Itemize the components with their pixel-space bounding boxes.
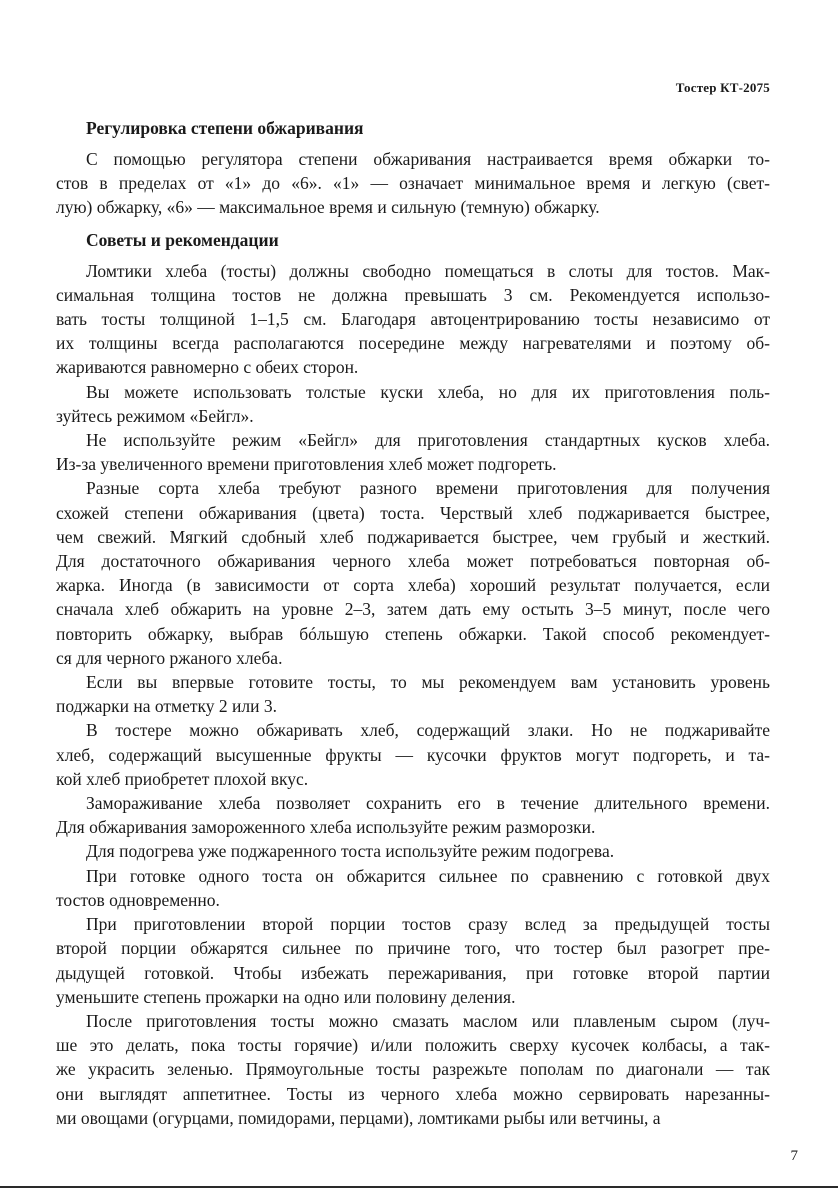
page-number: 7 [790, 1148, 798, 1164]
text-line: дыдущей готовкой. Чтобы избежать пережаривания, при готовке второй партии [56, 962, 770, 983]
text-line: же украсить зеленью. Прямоугольные тосты разрежьте пополам по диагонали — так [56, 1059, 770, 1080]
section-heading: Регулировка степени обжаривания [86, 118, 364, 138]
text-line: поджарки на отметку 2 или 3. [56, 696, 277, 717]
text-line: уменьшите степень прожарки на одно или половину деления. [56, 986, 516, 1007]
text-line: схожей степени обжаривания (цвета) тоста. Черствый хлеб поджаривается быстрее, [56, 502, 770, 523]
text-line: Для достаточного обжаривания черного хлеба может потребоваться повторная об- [56, 551, 770, 572]
text-line: зуйтесь режимом «Бейгл». [56, 405, 254, 426]
text-line: стов в пределах от «1» до «6». «1» — означает минимальное время и легкую (свет- [56, 173, 770, 194]
page-content [56, 118, 770, 1130]
text-line: В тостере можно обжаривать хлеб, содержащий злаки. Но не поджаривайте [86, 720, 770, 741]
text-line: симальная толщина тостов не должна превышать 3 см. Рекомендуется использо- [56, 284, 770, 305]
text-line: После приготовления тосты можно смазать маслом или плавленым сыром (луч- [86, 1010, 770, 1031]
text-line: чем свежий. Мягкий сдобный хлеб поджаривается быстрее, чем грубый и жесткий. [56, 526, 770, 547]
text-line: ми овощами (огурцами, помидорами, перцами), ломтиками рыбы или ветчины, а [56, 1107, 661, 1128]
paragraph [56, 791, 770, 839]
text-line: лую) обжарку, «6» — максимальное время и сильную (темную) обжарку. [56, 197, 600, 218]
text-line: Ломтики хлеба (тосты) должны свободно помещаться в слоты для тостов. Мак- [86, 260, 770, 281]
text-line: жариваются равномерно с обеих сторон. [56, 357, 359, 378]
section-gap [56, 220, 770, 230]
paragraph [56, 380, 770, 428]
paragraph [56, 428, 770, 476]
text-line: С помощью регулятора степени обжаривания настраивается время обжарки то- [86, 149, 770, 169]
text-line: вать тосты толщиной 1–1,5 см. Благодаря автоцентрированию тосты независимо от [56, 309, 770, 330]
running-header: Тостер КТ-2075 [675, 80, 770, 95]
text-line: хлеб, содержащий высушенные фрукты — кусочки фруктов могут подгореть, и та- [56, 744, 770, 765]
paragraph [56, 839, 770, 863]
text-line: сначала хлеб обжарить на уровне 2–3, затем дать ему остыть 3–5 минут, после чего [56, 599, 770, 620]
text-line: тостов одновременно. [56, 889, 220, 910]
paragraph [56, 476, 770, 670]
text-line: ше это делать, пока тосты горячие) и/или положить сверху кусочек колбасы, а так- [56, 1035, 770, 1056]
text-line: Для обжаривания замороженного хлеба используйте режим разморозки. [56, 817, 596, 838]
text-line: Разные сорта хлеба требуют разного времени приготовления для получения [86, 478, 770, 499]
text-line: Для подогрева уже поджаренного тоста используйте режим подогрева. [86, 841, 615, 862]
text-line: При приготовлении второй порции тостов сразу вслед за предыдущей тосты [86, 914, 770, 935]
paragraph [56, 1009, 770, 1130]
paragraph [56, 912, 770, 1009]
text-line: При готовке одного тоста он обжарится сильнее по сравнению с готовкой двух [86, 865, 770, 886]
text-line: жарка. Иногда (в зависимости от сорта хлеба) хороший результат получается, если [56, 575, 770, 596]
section-heading: Советы и рекомендации [86, 229, 279, 250]
bottom-rule [0, 1186, 838, 1188]
text-line: Не используйте режим «Бейгл» для приготовления стандартных кусков хлеба. [86, 430, 770, 451]
text-line: их толщины всегда располагаются посередине между нагревателями и поэтому об- [56, 333, 770, 354]
text-line: Замораживание хлеба позволяет сохранить его в течение длительного времени. [86, 793, 770, 814]
text-line: кой хлеб приобретет плохой вкус. [56, 768, 309, 789]
paragraph [56, 670, 770, 718]
text-line: они выглядят аппетитнее. Тосты из черного хлеба можно сервировать нарезанны- [56, 1083, 770, 1104]
text-line: Вы можете использовать толстые куски хлеба, но для их приготовления поль- [86, 381, 770, 402]
paragraph [56, 718, 770, 791]
text-line: ся для черного ржаного хлеба. [56, 647, 283, 668]
text-line: второй порции обжарятся сильнее по причине того, что тостер был разогрет пре- [56, 938, 770, 959]
text-line: Из-за увеличенного времени приготовления хлеб может подгореть. [56, 454, 557, 475]
text-line: Если вы впервые готовите тосты, то мы рекомендуем вам установить уровень [86, 672, 770, 693]
paragraph [56, 259, 770, 380]
text-line: повторить обжарку, выбрав бóльшую степень обжарки. Такой способ рекомендует- [56, 623, 770, 644]
paragraph [56, 147, 770, 220]
paragraph [56, 864, 770, 912]
